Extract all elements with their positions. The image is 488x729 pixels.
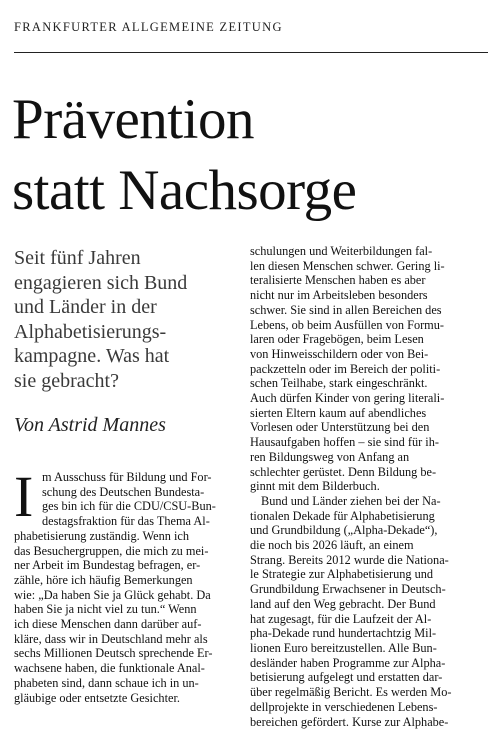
article-text-line: betisierung aufgelegt und erstatten dar- [250, 670, 474, 685]
article-text-line: dellprojekte in verschiedenen Lebens- [250, 700, 474, 715]
article-text-line: phabeten sind, dann schaue ich in un- [14, 676, 242, 691]
article-text-line: sierten Eltern kaum auf abendliches [250, 406, 474, 421]
article-text-line: ren Bildungsweg von Anfang an [250, 450, 474, 465]
article-text-line: wie: „Da haben Sie ja Glück gehabt. Da [14, 588, 242, 603]
byline: Von Astrid Mannes [14, 414, 239, 437]
article-text-line: bereichen gefördert. Kurse zur Alphabe- [250, 715, 474, 729]
article-column-left [14, 470, 242, 705]
deck-line: sie gebracht? [14, 369, 239, 394]
article-text-line: laren oder Fragebögen, beim Lesen [250, 332, 474, 347]
article-text-line: schwer. Sie sind in allen Bereichen des [250, 303, 474, 318]
deck-line: und Länder in der [14, 295, 239, 320]
article-text-line: destagsfraktion für das Thema Al- [14, 514, 242, 529]
headline-line-1: Prävention [12, 84, 488, 155]
article-text-line: Strang. Bereits 2012 wurde die Nationa- [250, 553, 474, 568]
article-text-line: land auf den Weg gebracht. Der Bund [250, 597, 474, 612]
article-text-line: Hausaufgaben hoffen – sie sind für ih- [250, 435, 474, 450]
deck-line: Seit fünf Jahren [14, 246, 239, 271]
headline [12, 84, 488, 226]
article-text-line: wachsene haben, die funktionale Anal- [14, 661, 242, 676]
article-text-line: ginnt mit dem Bilderbuch. [250, 479, 474, 494]
article-text-line: sechs Millionen Deutsch sprechende Er- [14, 646, 242, 661]
article-text-line: m Ausschuss für Bildung und For- [14, 470, 242, 485]
deck-line: Alphabetisierungs- [14, 320, 239, 345]
deck-line: engagieren sich Bund [14, 271, 239, 296]
article-text-line: Grundbildung Erwachsener in Deutsch- [250, 582, 474, 597]
article-text-line: lionen Euro bereitzustellen. Alle Bun- [250, 641, 474, 656]
article-text-line: phabetisierung zuständig. Wenn ich [14, 529, 242, 544]
drop-cap: I [14, 472, 38, 518]
article-text-line: hat zugesagt, für die Laufzeit der Al- [250, 612, 474, 627]
article-column-right [250, 244, 474, 729]
deck-summary [14, 246, 239, 393]
deck-line: kampagne. Was hat [14, 344, 239, 369]
article-text-line: von Hinweisschildern oder von Bei- [250, 347, 474, 362]
article-text-line: über regelmäßig Bericht. Es werden Mo- [250, 685, 474, 700]
article-text-line: schlechter gerüstet. Denn Bildung be- [250, 465, 474, 480]
article-text-line: le Strategie zur Alphabetisierung und [250, 567, 474, 582]
article-text-line: haben Sie ja nicht viel zu tun.“ Wenn [14, 602, 242, 617]
article-text-line: schulungen und Weiterbildungen fal- [250, 244, 474, 259]
article-text-line: packzetteln oder im Bereich der politi- [250, 362, 474, 377]
article-text-line: das Besuchergruppen, die mich zu mei- [14, 544, 242, 559]
article-text-line: Bund und Länder ziehen bei der Na- [250, 494, 474, 509]
article-text-line: pha-Dekade rund hundertachtzig Mil- [250, 626, 474, 641]
headline-line-2: statt Nachsorge [12, 155, 488, 226]
masthead: FRANKFURTER ALLGEMEINE ZEITUNG [14, 20, 488, 40]
masthead-rule [14, 52, 488, 53]
article-text-line: Auch dürfen Kinder von gering literali- [250, 391, 474, 406]
article-text-line: desländer haben Programme zur Alpha- [250, 656, 474, 671]
article-text-line: gläubige oder entsetzte Gesichter. [14, 691, 242, 706]
article-text-line: und Grundbildung („Alpha-Dekade“), [250, 523, 474, 538]
article-text-line: zähle, höre ich häufig Bemerkungen [14, 573, 242, 588]
article-text-line: ner Arbeit im Bundestag befragen, er- [14, 558, 242, 573]
article-text-line: tionalen Dekade für Alphabetisierung [250, 509, 474, 524]
article-text-line: ich diese Menschen dann darüber auf- [14, 617, 242, 632]
article-text-line: die noch bis 2026 läuft, an einem [250, 538, 474, 553]
article-text-line: schen Teilhabe, stark eingeschränkt. [250, 376, 474, 391]
article-text-line: nicht nur im Arbeitsleben besonders [250, 288, 474, 303]
article-text-line: Vorlesen oder Unterstützung bei den [250, 420, 474, 435]
article-text-line: len diesen Menschen schwer. Gering li- [250, 259, 474, 274]
article-text-line: ges bin ich für die CDU/CSU-Bun- [14, 499, 242, 514]
article-text-line: Lebens, ob beim Ausfüllen von Formu- [250, 318, 474, 333]
article-text-line: schung des Deutschen Bundesta- [14, 485, 242, 500]
article-text-line: kläre, dass wir in Deutschland mehr als [14, 632, 242, 647]
article-text-line: teralisierte Menschen haben es aber [250, 273, 474, 288]
